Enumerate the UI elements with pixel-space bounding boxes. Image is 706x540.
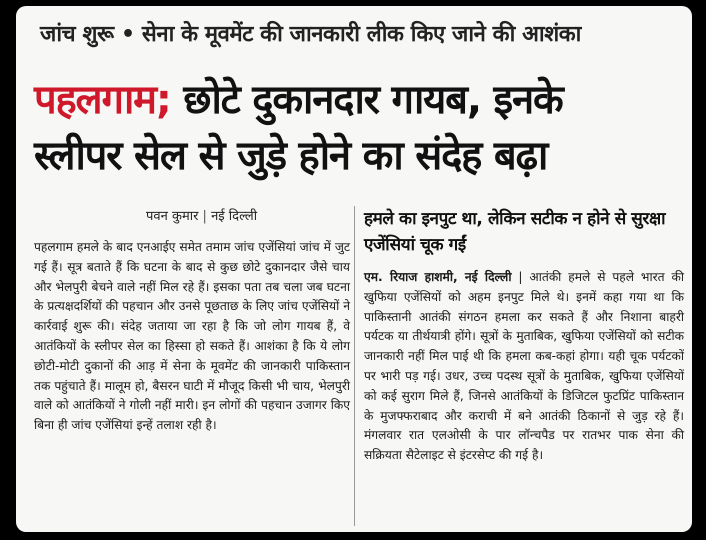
left-byline xyxy=(146,206,257,224)
right-story-body xyxy=(364,268,684,466)
newspaper-clipping xyxy=(16,6,692,532)
byline-separator: | xyxy=(198,209,212,224)
byline-city: नई दिल्ली xyxy=(211,209,258,224)
dateline-separator: | xyxy=(511,270,530,284)
right-story-text: आतंकी हमले से पहले भारत की खुफिया एजेंसियों को अहम इनपुट मिले थे। इनमें कहा गया था कि पाकिस्तानी आतंकी संगठन हमला कर सकते हैं और निशाना बाहरी पर्यटक या तीर्थयात्री होंगे। सूत्रों के मुताबिक, खुफिया एजेंसियों को सटीक जानकारी नहीं मिल पाई थी कि हमला कब-कहां होगा। यही चूक पर्यटकों पर भारी पड़ गई। उधर, उच्च पदस्थ सूत्रों के मुताबिक, खुफिया एजेंसियों को कई सुराग मिले हैं, जिनसे आतंकियों के डिजिटल फुटप्रिंट पाकिस्तान के मुजफ्फराबाद और कराची में बने आतंकी ठिकानों से जुड़ रहे हैं। मंगलवार रात एलओसी के पार लॉन्चपैड पर रातभर पाक सेना की सक्रियता सैटेलाइट से इंटरसेप्ट की गई है। xyxy=(364,270,684,463)
right-story-dateline: एम. रियाज हाशमी, नई दिल्ली xyxy=(364,270,512,284)
headline-place: पहलगाम; xyxy=(34,77,171,123)
headline-line-1-rest: छोटे दुकानदार गायब, इनके xyxy=(170,77,563,123)
headline-line-1 xyxy=(34,72,684,128)
byline-name: पवन कुमार xyxy=(146,209,199,224)
headline-line-2: स्लीपर सेल से जुड़े होने का संदेह बढ़ा xyxy=(34,133,548,179)
headline xyxy=(34,72,684,184)
kicker-line: जांच शुरू • सेना के मूवमेंट की जानकारी लीक किए जाने की आशंका xyxy=(40,22,581,47)
right-story-subhead: हमले का इनपुट था, लेकिन सटीक न होने से सुरक्षा एजेंसियां चूक गईं xyxy=(364,209,666,255)
column-divider xyxy=(354,206,355,526)
left-story-body: पहलगाम हमले के बाद एनआईए समेत तमाम जांच एजेंसियां जांच में जुट गई हैं। सूत्र बताते हैं कि घटना के बाद से कुछ छोटे दुकानदार जैसे चाय और भेलपुरी बेचने वाले नहीं मिल रहे हैं। इसका पता तब चला जब घटना के प्रत्यक्षदर्शियों की पहचान और उनसे पूछताछ के लिए जांच एजेंसियों ने कार्रवाई शुरू की। संदेह जताया जा रहा है कि जो लोग गायब हैं, वे आतंकियों के स्लीपर सेल का हिस्सा हो सकते हैं। आशंका है कि ये लोग छोटी-मोटी दुकानों की आड़ में सेना के मूवमेंट की जानकारी पाकिस्तान तक पहुंचाते हैं। मालूम हो, बैसरन घाटी में मौजूद किसी भी चाय, भेलपुरी वाले को आतंकियों ने गोली नहीं मारी। इन लोगों की पहचान उजागर किए बिना ही जांच एजेंसियां इन्हें तलाश रही है। xyxy=(34,240,350,433)
